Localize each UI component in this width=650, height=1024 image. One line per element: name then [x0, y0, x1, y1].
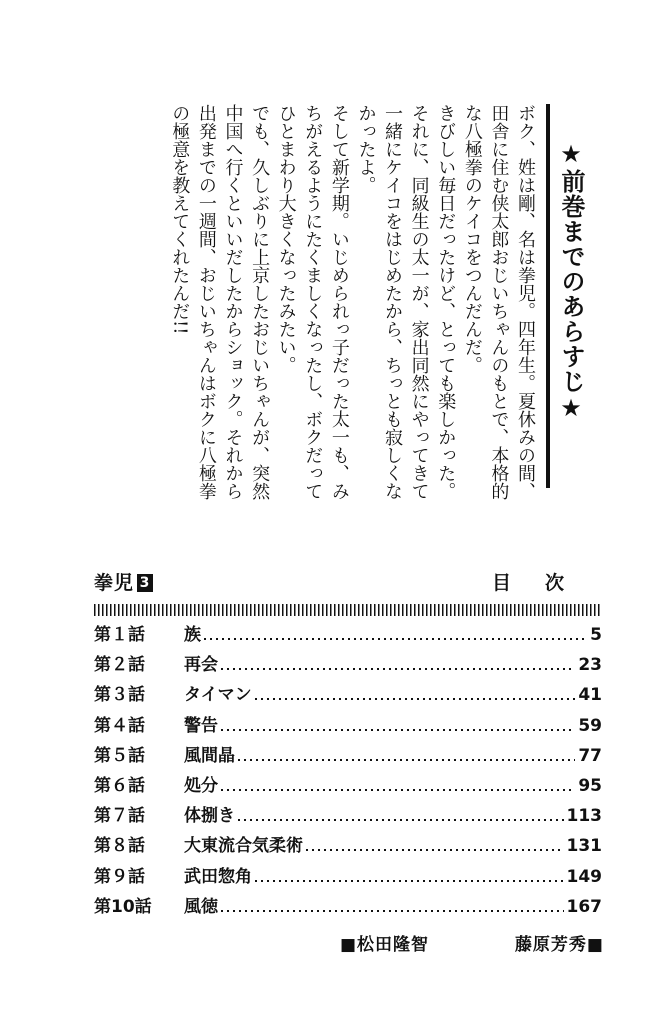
synopsis-paragraph: きびしい毎日だったけど、とっても楽しかった。それに、同級生の太一が、家出同然にやってきて一緒にケイコをはじめたから、ちっとも寂しくなかったよ。 [355, 104, 457, 500]
chapter-title: 大東流合気柔術 [184, 836, 303, 857]
chapter-number: 第10話 [94, 896, 152, 917]
chapter-title: 風徳 [184, 896, 218, 917]
chapter-page: 59 [578, 715, 602, 736]
dot-leader [221, 910, 564, 912]
chapter-page: 41 [578, 685, 602, 706]
synopsis-divider [546, 104, 550, 488]
synopsis-paragraph: そして新学期。いじめられっ子だった太一も、みちがえるようにたくましくなったし、ボクだってひとまわり大きくなったみたい。 [275, 104, 350, 500]
chapter-number: 第４話 [94, 715, 145, 736]
credits [94, 930, 604, 958]
chapter-number: 第７話 [94, 806, 145, 827]
dot-leader [221, 729, 575, 731]
chapter-number: 第９話 [94, 866, 145, 887]
chapter-number: 第６話 [94, 775, 145, 796]
toc-row [94, 801, 602, 831]
synopsis-title: ★前巻までのあらすじ★ [557, 140, 585, 423]
dot-leader [204, 638, 587, 640]
chapter-page: 167 [566, 896, 602, 917]
synopsis-paragraph: ボク、姓は剛、名は拳児。四年生。夏休みの間、田舎に住む侠太郎おじいちゃんのもとで、本格的な八極拳のケイコをつんだんだ。 [461, 104, 536, 500]
toc-heading: 目次 [491, 572, 598, 594]
toc-row [94, 892, 602, 922]
artist-credit: 藤原芳秀■ [514, 935, 604, 955]
dot-leader [255, 698, 576, 700]
chapter-title: 警告 [184, 715, 218, 736]
toc-row [94, 620, 602, 650]
chapter-title: 再会 [184, 655, 218, 676]
dot-leader [255, 880, 564, 882]
chapter-title: タイマン [184, 685, 252, 706]
series-name: 拳児 [94, 572, 135, 594]
chapter-page: 131 [566, 836, 602, 857]
toc-row [94, 741, 602, 771]
chapter-page: 113 [566, 806, 602, 827]
volume-badge: 3 [137, 574, 153, 592]
toc-row [94, 711, 602, 741]
toc-row [94, 650, 602, 680]
dot-leader [238, 759, 575, 761]
chapter-title: 族 [184, 625, 201, 645]
synopsis-paragraph: でも、久しぶりに上京したおじいちゃんが、突然中国へ行くといいだしたからショック。それから出発までの一週間、おじいちゃんはボクに八極拳の極意を教えてくれたんだ!! [169, 104, 271, 500]
chapter-number: 第１話 [94, 625, 145, 645]
chapter-page: 95 [578, 775, 602, 796]
chapter-page: 5 [590, 625, 602, 645]
chapter-title: 武田惣角 [184, 866, 252, 887]
dot-leader [221, 789, 575, 791]
chapter-title: 処分 [184, 775, 218, 796]
chapter-number: 第３話 [94, 685, 145, 706]
chapter-number: 第２話 [94, 655, 145, 676]
dot-leader [238, 819, 564, 821]
chapter-number: 第８話 [94, 836, 145, 857]
toc-row [94, 771, 602, 801]
chapter-page: 149 [566, 866, 602, 887]
chapter-page: 77 [578, 745, 602, 766]
toc-dotted-rule [94, 604, 602, 616]
toc-header [94, 568, 604, 596]
dot-leader [221, 668, 575, 670]
synopsis-body [90, 104, 538, 504]
toc-list [94, 620, 602, 922]
chapter-title: 体捌き [184, 806, 235, 827]
series-title [94, 568, 153, 595]
chapter-title: 風間晶 [184, 745, 235, 766]
dot-leader [306, 849, 564, 851]
chapter-page: 23 [578, 655, 602, 676]
toc-row [94, 862, 602, 892]
toc-row [94, 831, 602, 861]
toc-row [94, 680, 602, 710]
writer-credit: ■松田隆智 [340, 935, 430, 955]
chapter-number: 第５話 [94, 745, 145, 766]
